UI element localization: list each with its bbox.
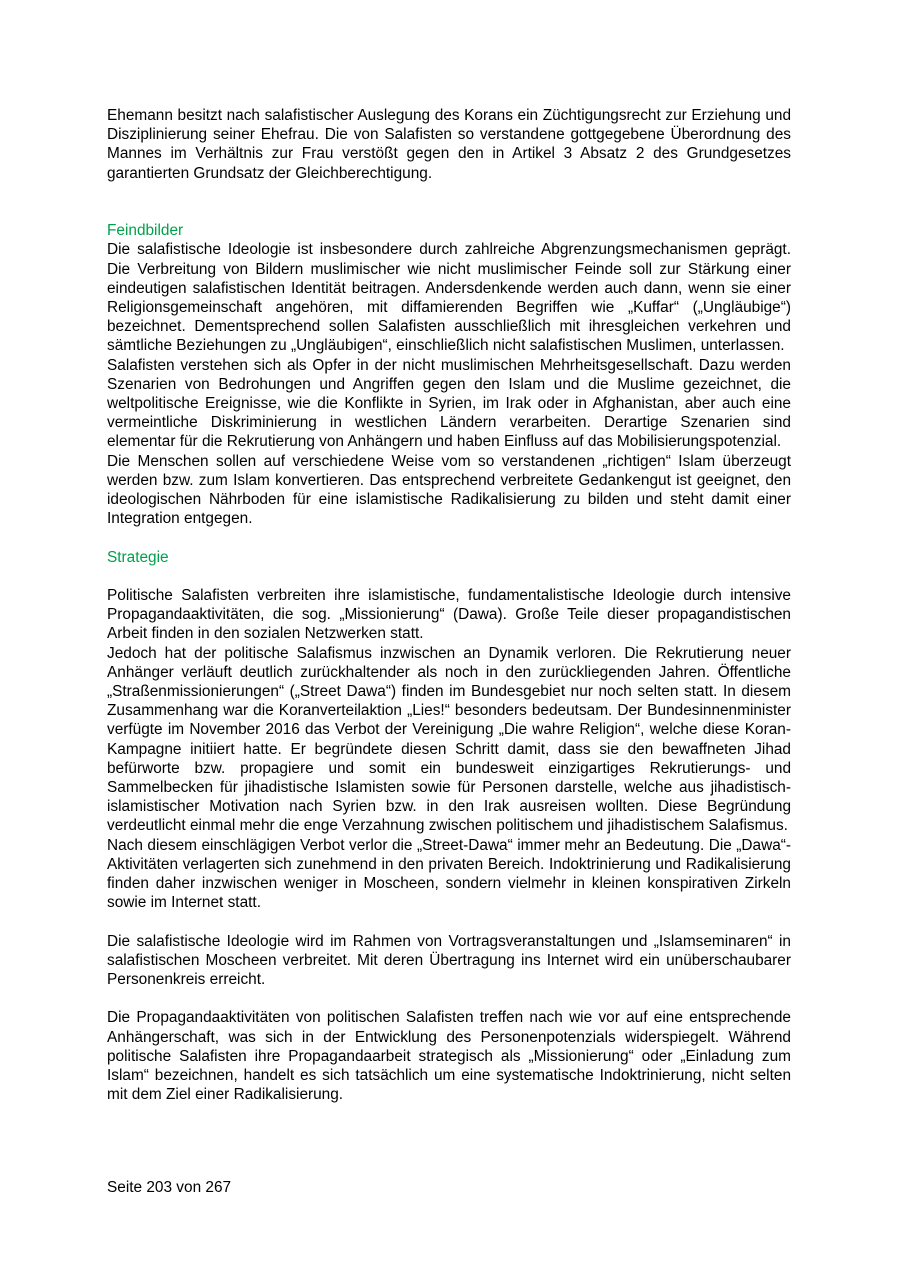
- section-heading-strategie: Strategie: [107, 548, 169, 566]
- strategie-paragraph-5: Die Propagandaaktivitäten von politischen Salafisten treffen nach wie vor auf eine entsprechende Anhängerschaft, was sich in der Entwicklung des Personenpotenzials widerspiegelt. Während politische Salafisten ihre Propagandaarbeit strategisch als „Missionierung“ oder „Einladung zum Islam“ bezeichnen, handelt es sich tatsächlich um eine systematische Indoktrinierung, nicht selten mit dem Ziel einer Radikalisierung.: [107, 1009, 791, 1104]
- spacer: [107, 912, 791, 931]
- feindbilder-paragraph-1: Die salafistische Ideologie ist insbesondere durch zahlreiche Abgrenzungsmechanismen geprägt. Die Verbreitung von Bildern muslimischer wie nicht muslimischer Feinde soll zur Stärkung einer eindeutigen salafistischen Identität beitragen. Andersdenkende werden auch dann, wenn sie einer Religionsgemeinschaft angehören, mit diffamierenden Begriffen wie „Kuffar“ („Ungläubige“) bezeichnet. Dementsprechend sollen Salafisten ausschließlich mit ihresgleichen verkehren und sämtliche Beziehungen zu „Ungläubigen“, einschließlich nicht salafistischen Muslimen, unterlassen.: [107, 241, 791, 355]
- intro-paragraph: Ehemann besitzt nach salafistischer Auslegung des Korans ein Züchtigungsrecht zur Erziehung und Disziplinierung seiner Ehefrau. Die von Salafisten so verstandene gottgegebene Überordnung des Mannes im Verhältnis zur Frau verstößt gegen den in Artikel 3 Absatz 2 des Grundgesetzes garantierten Grundsatz der Gleichberechtigung.: [107, 107, 791, 182]
- strategie-paragraph-3: Nach diesem einschlägigen Verbot verlor die „Street-Dawa“ immer mehr an Bedeutung. Die „Dawa“- Aktivitäten verlagerten sich zunehmend in den privaten Bereich. Indoktrinierung und Radikalisierung finden daher inzwischen weniger in Moscheen, sondern vielmehr in kleinen konspirativen Zirkeln sowie im Internet statt.: [107, 836, 791, 912]
- feindbilder-paragraph-3: Die Menschen sollen auf verschiedene Weise vom so verstandenen „richtigen“ Islam überzeugt werden bzw. zum Islam konvertieren. Das entsprechend verbreitete Gedankengut ist geeignet, den ideologischen Nährboden für eine islamistische Radikalisierung zu bilden und steht damit einer Integration entgegen.: [107, 452, 791, 528]
- strategie-paragraph-1: Politische Salafisten verbreiten ihre islamistische, fundamentalistische Ideologie durch intensive Propagandaaktivitäten, die sog. „Missionierung“ (Dawa). Große Teile dieser propagandistischen Arbeit finden in den sozialen Netzwerken statt.: [107, 587, 791, 643]
- strategie-paragraph-2: Jedoch hat der politische Salafismus inzwischen an Dynamik verloren. Die Rekrutierung neuer Anhänger verläuft deutlich zurückhaltender als noch in den zurückliegenden Jahren. Öffentliche „Straßenmissionierungen“ („Street Dawa“) finden im Bundesgebiet nur noch selten statt. In diesem Zusammenhang war die Koranverteilaktion „Lies!“ besonders bedeutsam. Der Bundesinnenminister verfügte im November 2016 das Verbot der Vereinigung „Die wahre Religion“, welche diese Koran-Kampagne initiiert hatte. Er begründete diesen Schritt damit, dass sie den bewaffneten Jihad befürworte bzw. propagiere und somit ein bundesweit einzigartiges Rekrutierungs- und Sammelbecken für jihadistische Islamisten sowie für Personen darstelle, welche aus jihadistisch-islamistischer Motivation nach Syrien bzw. in den Irak ausreisen wollten. Diese Begründung verdeutlicht einmal mehr die enge Verzahnung zwischen politischem und jihadistischem Salafismus.: [107, 644, 791, 835]
- strategie-paragraph-4: Die salafistische Ideologie wird im Rahmen von Vortragsveranstaltungen und „Islamseminaren“ in salafistischen Moscheen verbreitet. Mit deren Übertragung ins Internet wird ein unüberschaubarer Personenkreis erreicht.: [107, 932, 791, 989]
- document-page: [107, 106, 791, 1104]
- spacer: [107, 183, 791, 221]
- section-heading-feindbilder: Feindbilder: [107, 222, 184, 240]
- feindbilder-paragraph-2: Salafisten verstehen sich als Opfer in der nicht muslimischen Mehrheitsgesellschaft. Dazu werden Szenarien von Bedrohungen und Angriffen gegen den Islam und die Muslime gezeichnet, die weltpolitische Ereignisse, wie die Konflikte in Syrien, im Irak oder in Afghanistan, aber auch eine vermeintliche Diskriminierung in westlichen Ländern verarbeiten. Derartige Szenarien sind elementar für die Rekrutierung von Anhängern und haben Einfluss auf das Mobilisierungspotenzial.: [107, 356, 791, 451]
- spacer: [107, 528, 791, 547]
- spacer: [107, 567, 791, 586]
- spacer: [107, 989, 791, 1008]
- page-number: Seite 203 von 267: [107, 1179, 232, 1196]
